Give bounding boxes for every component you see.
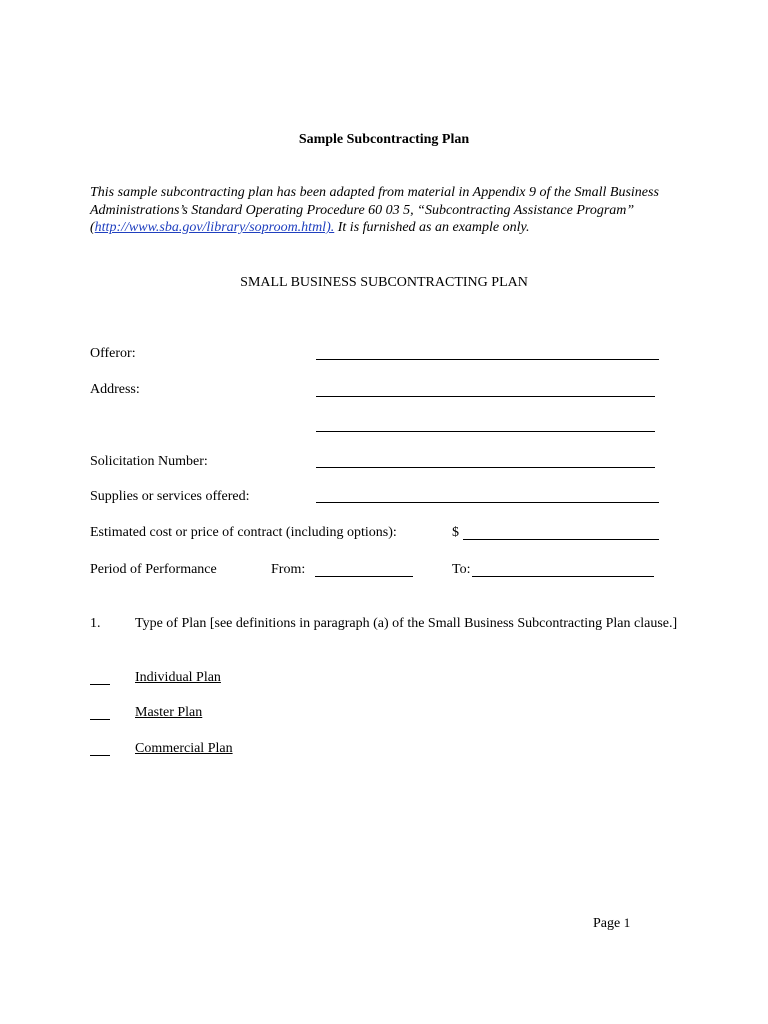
from-label: From:	[271, 562, 306, 577]
offeror-field[interactable]	[316, 359, 659, 360]
address-field-line-2[interactable]	[316, 431, 655, 432]
commercial-plan-option: Commercial Plan	[135, 741, 233, 756]
page-number: 1	[623, 915, 631, 930]
supplies-label: Supplies or services offered:	[90, 489, 250, 504]
master-plan-option: Master Plan	[135, 705, 203, 720]
supplies-field[interactable]	[316, 502, 659, 503]
page-label: Page	[593, 916, 621, 931]
section-number: 1.	[90, 616, 101, 631]
sba-link[interactable]: http://www.sba.gov/library/soproom.html).	[94, 220, 335, 235]
page-footer	[593, 914, 630, 932]
from-field[interactable]	[315, 576, 413, 577]
intro-text-before-link: This sample subcontracting plan has been adapted from material in Appendix 9 of the Small Business Administrations’s Standard Operating Procedure 60 03 5, “Subcontracting Assistance Program” (	[90, 185, 659, 235]
individual-plan-checkbox[interactable]	[90, 684, 110, 685]
currency-symbol: $	[452, 525, 459, 540]
address-field-line-1[interactable]	[316, 396, 655, 397]
intro-paragraph	[90, 184, 690, 237]
plan-heading: SMALL BUSINESS SUBCONTRACTING PLAN	[240, 275, 528, 290]
commercial-plan-checkbox[interactable]	[90, 755, 110, 756]
to-label: To:	[452, 562, 471, 577]
to-field[interactable]	[472, 576, 654, 577]
estimated-cost-field[interactable]	[463, 539, 659, 540]
section-text: Type of Plan [see definitions in paragraph (a) of the Small Business Subcontracting Plan clause.]	[135, 616, 678, 631]
period-label: Period of Performance	[90, 562, 217, 577]
individual-plan-option: Individual Plan	[135, 670, 221, 685]
intro-text-after-link: It is furnished as an example only.	[334, 220, 530, 235]
solicitation-number-field[interactable]	[316, 467, 655, 468]
offeror-label: Offeror:	[90, 346, 136, 361]
document-title: Sample Subcontracting Plan	[298, 132, 470, 147]
address-label: Address:	[90, 382, 140, 397]
solicitation-number-label: Solicitation Number:	[90, 454, 208, 469]
master-plan-checkbox[interactable]	[90, 719, 110, 720]
estimated-cost-label: Estimated cost or price of contract (including options):	[90, 525, 397, 540]
